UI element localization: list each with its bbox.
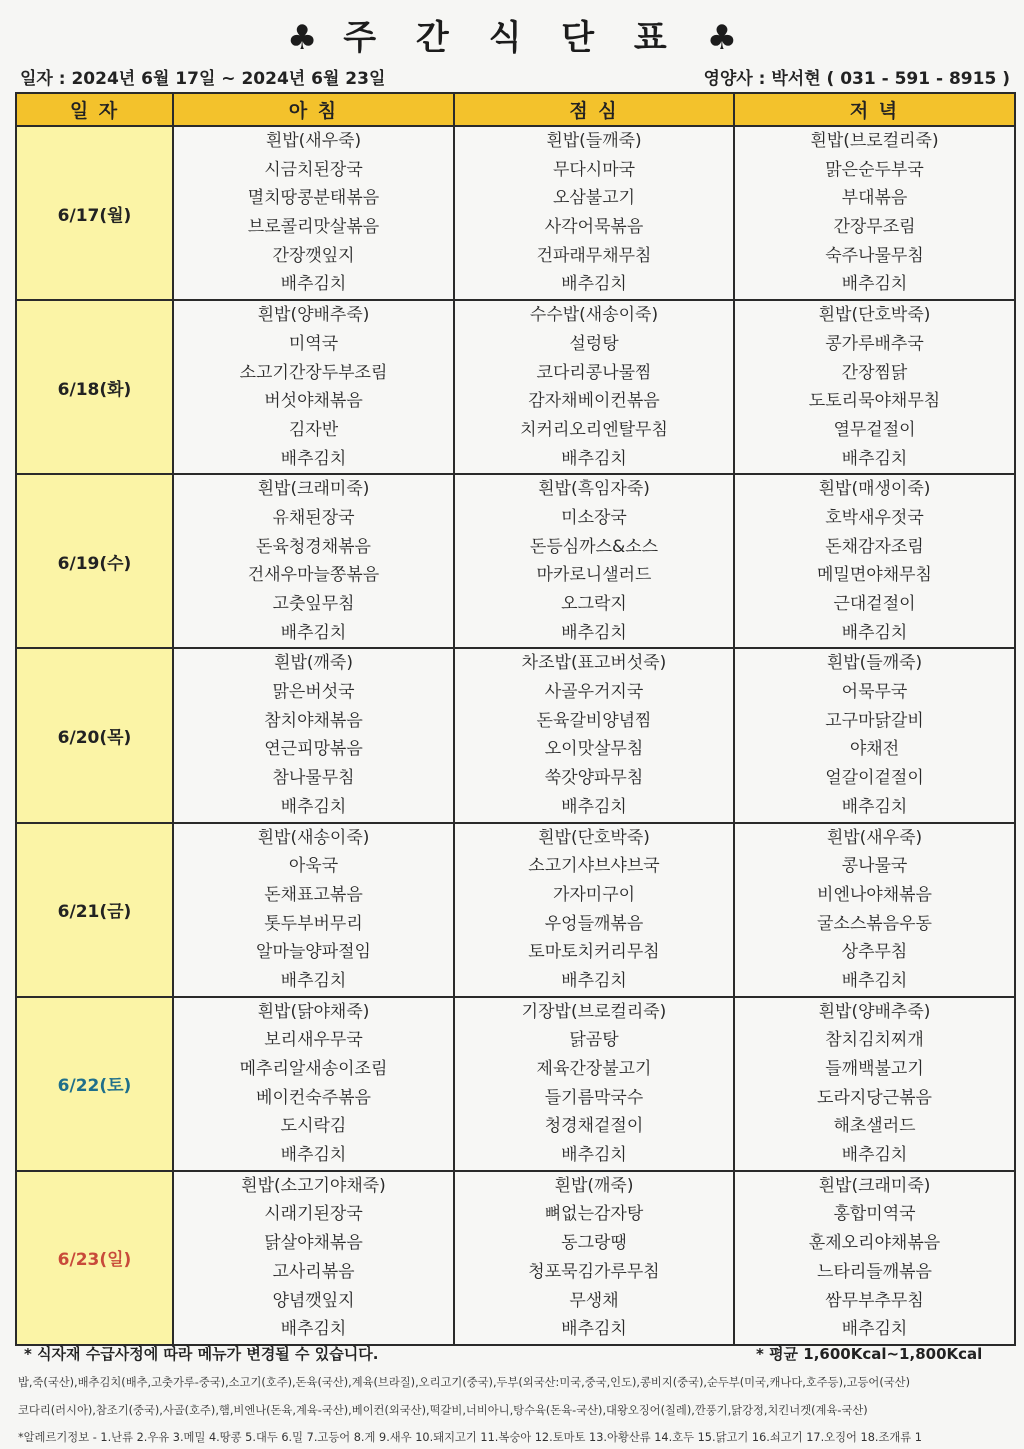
dietitian-info: 영양사 : 박서현 ( 031 - 591 - 8915 ) <box>703 69 1010 89</box>
day-row <box>16 1171 1015 1345</box>
menu-item: 흰밥(새우죽) <box>826 827 923 848</box>
lunch-cell <box>454 997 734 1171</box>
menu-item: 참나물무침 <box>272 768 355 789</box>
menu-item: 흰밥(흑임자죽) <box>538 479 650 500</box>
menu-item: 사각어묵볶음 <box>544 217 644 238</box>
breakfast-cell <box>173 648 454 822</box>
header-day: 일 자 <box>16 93 173 126</box>
menu-item: 흰밥(단호박죽) <box>538 827 650 848</box>
menu-item: 청경채겉절이 <box>544 1116 644 1137</box>
day-date: 6/18(화) <box>16 300 173 474</box>
menu-item: 연근피망볶음 <box>264 739 363 760</box>
menu-item: 버섯야채볶음 <box>264 391 363 412</box>
menu-item: 브로콜리맛살볶음 <box>247 217 380 238</box>
menu-item: 배추김치 <box>280 796 347 817</box>
lunch-list <box>455 649 733 821</box>
menu-body <box>16 126 1015 1345</box>
day-date: 6/17(월) <box>16 126 173 300</box>
menu-item: 부대볶음 <box>841 188 908 209</box>
menu-item: 호박새우젓국 <box>825 507 924 528</box>
breakfast-cell <box>173 474 454 648</box>
menu-item: 흰밥(매생이죽) <box>818 479 931 500</box>
menu-item: 해초샐러드 <box>833 1116 916 1137</box>
menu-item: 배추김치 <box>561 274 627 295</box>
menu-item: 소고기샤브샤브국 <box>528 856 660 877</box>
menu-item: 들깨백불고기 <box>825 1059 924 1079</box>
dinner-cell <box>734 997 1015 1171</box>
menu-item: 흰밥(단호박죽) <box>818 305 931 326</box>
menu-item: 양념깻잎지 <box>272 1290 355 1311</box>
club-icon: ♣ <box>706 18 738 58</box>
breakfast-cell <box>173 1171 454 1345</box>
menu-item: 배추김치 <box>841 448 908 469</box>
dinner-list <box>735 649 1014 821</box>
menu-item: 닭살야채볶음 <box>264 1233 363 1254</box>
menu-item: 흰밥(양배추죽) <box>257 305 370 326</box>
day-row <box>16 823 1015 997</box>
menu-item: 돈채표고볶음 <box>264 884 363 905</box>
menu-item: 소고기간장두부조림 <box>239 362 388 383</box>
lunch-list <box>455 824 733 996</box>
menu-item: 흰밥(닭야채죽) <box>257 1001 370 1022</box>
title-text: 주 간 식 단 표 <box>343 18 681 58</box>
menu-item: 참치김치찌개 <box>825 1030 924 1051</box>
menu-item: 고구마닭갈비 <box>825 710 924 731</box>
date-range: 일자 : 2024년 6월 17일 ~ 2024년 6월 23일 <box>20 69 386 89</box>
menu-item: 맑은버섯국 <box>272 682 355 703</box>
menu-item: 들기름막국수 <box>544 1087 644 1108</box>
lunch-list <box>455 127 733 299</box>
day-row <box>16 474 1015 648</box>
menu-item: 참치야채볶음 <box>264 710 363 731</box>
lunch-cell <box>454 300 734 474</box>
menu-item: 간장찜닭 <box>841 362 908 383</box>
dinner-cell <box>734 823 1015 997</box>
lunch-cell <box>454 474 734 648</box>
menu-item: 흰밥(들깨죽) <box>546 131 642 151</box>
menu-item: 굴소스볶음우동 <box>817 913 932 934</box>
day-row <box>16 126 1015 300</box>
menu-item: 도시락김 <box>280 1116 347 1137</box>
lunch-cell <box>454 823 734 997</box>
menu-item: 어묵무국 <box>841 682 908 703</box>
menu-item: 제육간장불고기 <box>536 1059 652 1079</box>
dinner-cell <box>734 300 1015 474</box>
menu-item: 오이맛살무침 <box>544 739 644 760</box>
menu-item: 상추무침 <box>841 942 908 963</box>
menu-item: 쑥갓양파무침 <box>544 768 644 789</box>
menu-item: 기장밥(브로컬리죽) <box>521 1001 667 1022</box>
breakfast-cell <box>173 126 454 300</box>
day-date: 6/20(목) <box>16 648 173 822</box>
menu-item: 미역국 <box>288 333 339 354</box>
menu-item: 배추김치 <box>561 1145 627 1166</box>
breakfast-cell <box>173 997 454 1171</box>
menu-item: 돈육갈비양념찜 <box>536 710 652 731</box>
menu-item: 김자반 <box>288 419 339 440</box>
menu-item: 흰밥(깨죽) <box>274 653 353 674</box>
menu-item: 흰밥(크래미죽) <box>818 1175 931 1196</box>
menu-item: 고춧잎무침 <box>272 594 355 614</box>
menu-item: 건파래무채무침 <box>536 245 652 266</box>
breakfast-cell <box>173 300 454 474</box>
menu-item: 닭곰탕 <box>569 1030 619 1051</box>
calorie-info: * 평균 1,600Kcal~1,800Kcal <box>756 1345 983 1363</box>
menu-item: 오그락지 <box>561 594 627 614</box>
menu-item: 토마토치커리무침 <box>528 942 660 963</box>
day-row <box>16 648 1015 822</box>
menu-item: 알마늘양파절임 <box>256 942 371 963</box>
lunch-list <box>455 1172 733 1344</box>
breakfast-list <box>174 1172 453 1344</box>
menu-item: 홍합미역국 <box>833 1204 916 1225</box>
menu-item: 배추김치 <box>561 448 627 469</box>
menu-item: 코다리콩나물찜 <box>536 362 652 383</box>
menu-item: 흰밥(새우죽) <box>265 131 362 151</box>
dinner-list <box>735 998 1014 1170</box>
menu-item: 돈채감자조림 <box>825 536 924 557</box>
menu-item: 비엔나야채볶음 <box>817 884 932 905</box>
menu-item: 배추김치 <box>561 622 627 643</box>
header-breakfast: 아 침 <box>173 93 454 126</box>
menu-item: 돈등심까스&소스 <box>529 536 659 557</box>
menu-item: 얼갈이겉절이 <box>825 768 924 789</box>
menu-item: 베이컨숙주볶음 <box>256 1087 371 1108</box>
menu-item: 감자채베이컨볶음 <box>528 391 660 412</box>
menu-item: 사골우거지국 <box>544 682 644 703</box>
menu-item: 가자미구이 <box>552 884 636 905</box>
lunch-cell <box>454 126 734 300</box>
weekly-menu-table <box>15 92 1016 1346</box>
menu-item: 뼈없는감자탕 <box>544 1204 644 1225</box>
menu-item: 흰밥(깨죽) <box>554 1175 634 1196</box>
menu-item: 열무겉절이 <box>833 419 916 440</box>
menu-item: 배추김치 <box>280 1319 347 1340</box>
menu-item: 무생채 <box>569 1290 619 1311</box>
dinner-cell <box>734 648 1015 822</box>
menu-item: 메추리알새송이조림 <box>239 1059 388 1079</box>
menu-item: 흰밥(양배추죽) <box>818 1001 931 1022</box>
menu-item: 배추김치 <box>561 970 627 991</box>
menu-item: 배추김치 <box>841 1319 908 1340</box>
breakfast-list <box>174 649 453 821</box>
menu-item: 간장무조림 <box>833 217 916 238</box>
menu-item: 배추김치 <box>280 622 347 643</box>
breakfast-list <box>174 998 453 1170</box>
menu-item: 시래기된장국 <box>264 1204 363 1225</box>
menu-item: 우엉들깨볶음 <box>544 913 644 934</box>
menu-item: 유채된장국 <box>272 507 355 528</box>
dinner-list <box>735 824 1014 996</box>
menu-item: 쌈무부추무침 <box>825 1290 924 1311</box>
menu-item: 흰밥(소고기야채죽) <box>241 1175 386 1196</box>
menu-item: 배추김치 <box>280 1145 347 1166</box>
page-title <box>0 10 1024 60</box>
menu-item: 배추김치 <box>841 1145 908 1166</box>
origin-info-line-1: 밥,죽(국산),배추김치(배추,고춧가루-중국),소고기(호주),돈육(국산),계육(브라질),오리고기(중국),두부(외국산:미국,중국,인도),콩비지(중국),순두부(미국,캐나다,호주등),고등어(국산) <box>18 1376 910 1389</box>
day-date: 6/21(금) <box>16 823 173 997</box>
menu-item: 마카로니샐러드 <box>536 565 652 586</box>
menu-item: 설렁탕 <box>569 333 619 354</box>
menu-item: 근대겉절이 <box>833 594 916 614</box>
menu-item: 배추김치 <box>280 970 347 991</box>
menu-item: 야채전 <box>849 739 900 760</box>
lunch-cell <box>454 648 734 822</box>
menu-item: 배추김치 <box>841 622 908 643</box>
menu-item: 동그랑땡 <box>561 1233 627 1254</box>
menu-item: 콩가루배추국 <box>825 333 924 354</box>
header-dinner: 저 녁 <box>734 93 1015 126</box>
menu-item: 배추김치 <box>561 796 627 817</box>
dinner-list <box>735 127 1014 299</box>
header-lunch: 점 심 <box>454 93 734 126</box>
menu-item: 배추김치 <box>841 274 908 295</box>
menu-item: 배추김치 <box>280 448 347 469</box>
dinner-cell <box>734 1171 1015 1345</box>
day-row <box>16 997 1015 1171</box>
menu-item: 도토리묵야채무침 <box>808 391 941 412</box>
breakfast-cell <box>173 823 454 997</box>
menu-item: 수수밥(새송이죽) <box>529 305 659 326</box>
menu-item: 아욱국 <box>288 856 339 877</box>
dinner-list <box>735 301 1014 473</box>
breakfast-list <box>174 475 453 647</box>
day-date: 6/23(일) <box>16 1171 173 1345</box>
lunch-list <box>455 301 733 473</box>
day-row <box>16 300 1015 474</box>
menu-item: 차조밥(표고버섯죽) <box>521 653 667 674</box>
dinner-cell <box>734 474 1015 648</box>
menu-item: 간장깻잎지 <box>272 245 355 266</box>
menu-item: 메밀면야채무침 <box>817 565 932 586</box>
menu-item: 배추김치 <box>280 274 347 295</box>
menu-item: 돈육청경채볶음 <box>256 536 371 557</box>
lunch-list <box>455 998 733 1170</box>
day-date: 6/19(수) <box>16 474 173 648</box>
lunch-cell <box>454 1171 734 1345</box>
menu-item: 보리새우무국 <box>264 1030 363 1051</box>
menu-change-notice: * 식자재 수급사정에 따라 메뉴가 변경될 수 있습니다. <box>24 1345 379 1363</box>
menu-item: 오삼불고기 <box>552 188 636 209</box>
table-header-row <box>16 93 1015 126</box>
menu-item: 배추김치 <box>561 1319 627 1340</box>
allergy-info: *알레르기정보 - 1.난류 2.우유 3.메밀 4.땅콩 5.대두 6.밀 7.고등어 8.게 9.새우 10.돼지고기 11.복숭아 12.토마토 13.아황산류 14.호두 15.닭고기 16.쇠고기 17.오징어 18.조개류 1 <box>18 1431 922 1444</box>
menu-item: 건새우마늘쫑볶음 <box>247 565 380 586</box>
origin-info-line-2: 코다리(러시아),참조기(중국),사골(호주),햄,비엔나(돈육,계육-국산),베이컨(외국산),떡갈비,너비아니,탕수육(돈육-국산),대왕오징어(칠레),깐풍기,닭강정,치킨너겟(계육-국산) <box>18 1404 868 1417</box>
day-date: 6/22(토) <box>16 997 173 1171</box>
menu-item: 시금치된장국 <box>264 159 363 180</box>
club-icon: ♣ <box>286 18 318 58</box>
menu-item: 배추김치 <box>841 970 908 991</box>
lunch-list <box>455 475 733 647</box>
menu-item: 청포묵김가루무침 <box>528 1261 660 1282</box>
menu-item: 고사리볶음 <box>272 1261 355 1282</box>
menu-item: 숙주나물무침 <box>825 245 924 266</box>
menu-item: 도라지당근볶음 <box>817 1087 932 1108</box>
menu-item: 콩나물국 <box>841 856 908 877</box>
menu-item: 치커리오리엔탈무침 <box>520 419 668 440</box>
menu-item: 흰밥(크래미죽) <box>257 479 370 500</box>
breakfast-list <box>174 127 453 299</box>
menu-item: 미소장국 <box>561 507 627 528</box>
menu-item: 톳두부버무리 <box>264 913 363 934</box>
menu-item: 무다시마국 <box>552 159 636 180</box>
menu-item: 훈제오리야채볶음 <box>808 1233 941 1254</box>
dinner-cell <box>734 126 1015 300</box>
menu-item: 느타리들깨볶음 <box>817 1261 932 1282</box>
menu-item: 멸치땅콩분태볶음 <box>247 188 380 209</box>
menu-item: 배추김치 <box>841 796 908 817</box>
menu-item: 흰밥(새송이죽) <box>257 827 370 848</box>
breakfast-list <box>174 301 453 473</box>
menu-item: 흰밥(들깨죽) <box>826 653 923 674</box>
menu-item: 맑은순두부국 <box>825 159 924 180</box>
dinner-list <box>735 475 1014 647</box>
breakfast-list <box>174 824 453 996</box>
dinner-list <box>735 1172 1014 1344</box>
menu-item: 흰밥(브로컬리죽) <box>810 131 939 151</box>
